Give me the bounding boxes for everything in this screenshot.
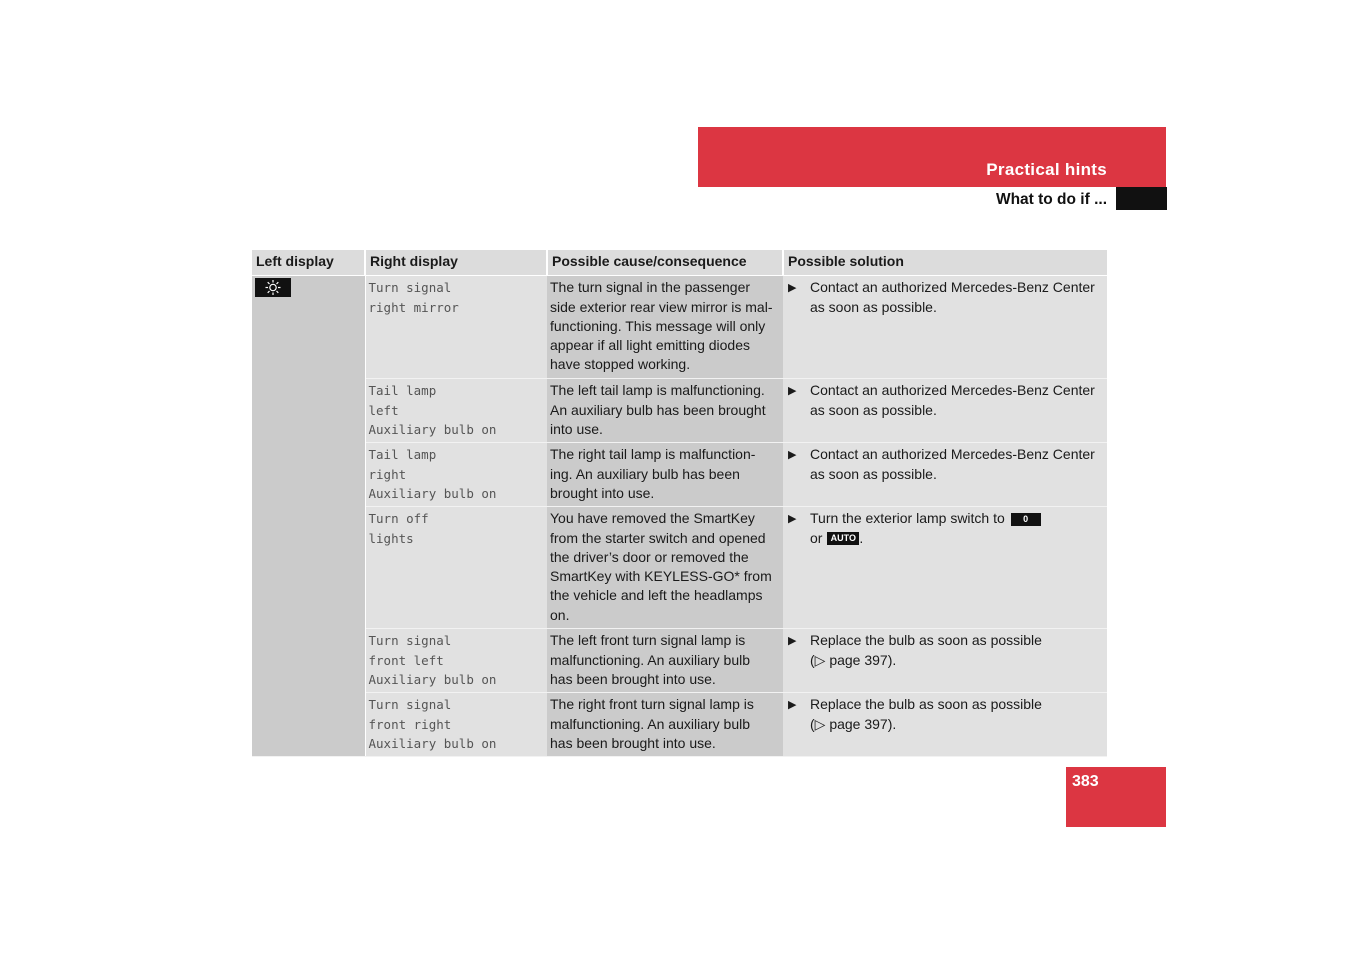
table-row	[252, 507, 1107, 629]
solution-cell	[783, 443, 1107, 507]
right-display-cell	[365, 379, 547, 443]
solution-line: as soon as possible.	[810, 465, 937, 482]
display-line: Auxiliary bulb on	[368, 421, 497, 437]
cause-line: into use.	[550, 420, 603, 437]
right-display-cell	[365, 629, 547, 693]
lamp-switch-zero-key: 0	[1011, 513, 1041, 526]
solution-cell	[783, 693, 1107, 757]
display-line: Auxiliary bulb on	[368, 735, 497, 751]
display-line: front left	[368, 652, 444, 668]
cause-line: SmartKey with KEYLESS-GO* from	[550, 568, 772, 585]
table-header-row	[252, 250, 1107, 276]
solution-line: as soon as possible.	[810, 401, 937, 418]
cause-line: from the starter switch and opened	[550, 529, 766, 546]
solution-cell	[783, 379, 1107, 443]
cause-line: has been brought into use.	[550, 670, 716, 687]
display-line: Turn off	[368, 511, 429, 527]
subsection-title: What to do if ...	[995, 191, 1107, 208]
bullet-arrow-icon: ▶	[788, 282, 797, 295]
display-line: Auxiliary bulb on	[368, 671, 497, 687]
display-line: Auxiliary bulb on	[368, 485, 497, 501]
right-display-cell	[365, 693, 547, 757]
display-line: right mirror	[368, 299, 459, 315]
right-display-cell	[365, 507, 547, 629]
left-display-cell	[252, 276, 365, 757]
solution-cell	[783, 629, 1107, 693]
display-line: Turn signal	[368, 697, 452, 713]
cause-cell	[547, 276, 783, 379]
display-line: front right	[368, 716, 452, 732]
header-left-display: Left display	[252, 250, 365, 276]
solution-text: or	[810, 529, 823, 546]
solution-line: Replace the bulb as soon as possible	[810, 696, 1042, 713]
display-line: left	[368, 402, 399, 418]
cause-line: side exterior rear view mirror is mal-	[550, 298, 773, 315]
bullet-arrow-icon: ▶	[788, 385, 797, 398]
table-row	[252, 693, 1107, 757]
bullet-arrow-icon: ▶	[788, 635, 797, 648]
solution-text: .	[859, 529, 864, 546]
cause-cell	[547, 693, 783, 757]
bullet-arrow-icon: ▶	[788, 449, 797, 462]
solution-line: as soon as possible.	[810, 298, 937, 315]
display-line: Tail lamp	[368, 447, 437, 463]
cause-line: appear if all light emitting diodes	[550, 337, 751, 354]
table-row	[252, 276, 1107, 379]
cause-line: functioning. This message will only	[550, 317, 766, 334]
exterior-lamp-icon	[255, 278, 291, 297]
display-line: Turn signal	[368, 280, 452, 296]
cause-cell	[547, 507, 783, 629]
table-row	[252, 443, 1107, 507]
solution-cell	[783, 276, 1107, 379]
cause-line: the driver’s door or removed the	[550, 548, 749, 565]
solution-cell	[783, 507, 1107, 629]
solution-line: (▷ page 397).	[810, 651, 897, 668]
table-row	[252, 379, 1107, 443]
solution-line: Contact an authorized Mercedes-Benz Center	[810, 382, 1095, 399]
cause-line: The right tail lamp is malfunction-	[550, 446, 756, 463]
cause-line: have stopped working.	[550, 356, 691, 373]
bullet-arrow-icon: ▶	[788, 513, 797, 526]
display-line: Turn signal	[368, 633, 452, 649]
cause-line: The left tail lamp is malfunctioning.	[550, 382, 765, 399]
cause-cell	[547, 443, 783, 507]
solution-line: Contact an authorized Mercedes-Benz Center	[810, 446, 1095, 463]
solution-line: (▷ page 397).	[810, 715, 897, 732]
hints-table	[252, 250, 1107, 757]
solution-text: Turn the exterior lamp switch to	[810, 510, 1005, 527]
solution-line: Contact an authorized Mercedes-Benz Center	[810, 279, 1095, 296]
cause-line: malfunctioning. An auxiliary bulb	[550, 651, 751, 668]
lamp-switch-auto-key: AUTO	[827, 532, 859, 545]
header-cause: Possible cause/consequence	[547, 250, 783, 276]
tab-marker	[1116, 187, 1167, 210]
cause-line: ing. An auxiliary bulb has been	[550, 465, 740, 482]
cause-line: An auxiliary bulb has been brought	[550, 401, 766, 418]
cause-line: The right front turn signal lamp is	[550, 696, 754, 713]
cause-cell	[547, 379, 783, 443]
section-title: Practical hints	[986, 160, 1107, 179]
cause-line: the vehicle and left the headlamps	[550, 587, 763, 604]
header-right-display: Right display	[365, 250, 547, 276]
cause-line: You have removed the SmartKey	[550, 510, 755, 527]
cause-line: malfunctioning. An auxiliary bulb	[550, 715, 751, 732]
cause-line: The turn signal in the passenger	[550, 279, 751, 296]
cause-line: brought into use.	[550, 484, 655, 501]
bullet-arrow-icon: ▶	[788, 699, 797, 712]
cause-line: on.	[550, 606, 570, 623]
cause-line: The left front turn signal lamp is	[550, 632, 746, 649]
table-row	[252, 629, 1107, 693]
display-line: right	[368, 466, 407, 482]
cause-cell	[547, 629, 783, 693]
right-display-cell	[365, 276, 547, 379]
solution-line: Replace the bulb as soon as possible	[810, 632, 1042, 649]
header-solution: Possible solution	[783, 250, 1107, 276]
cause-line: has been brought into use.	[550, 734, 716, 751]
display-line: lights	[368, 530, 414, 546]
page-number: 383	[1072, 773, 1099, 790]
display-line: Tail lamp	[368, 383, 437, 399]
right-display-cell	[365, 443, 547, 507]
